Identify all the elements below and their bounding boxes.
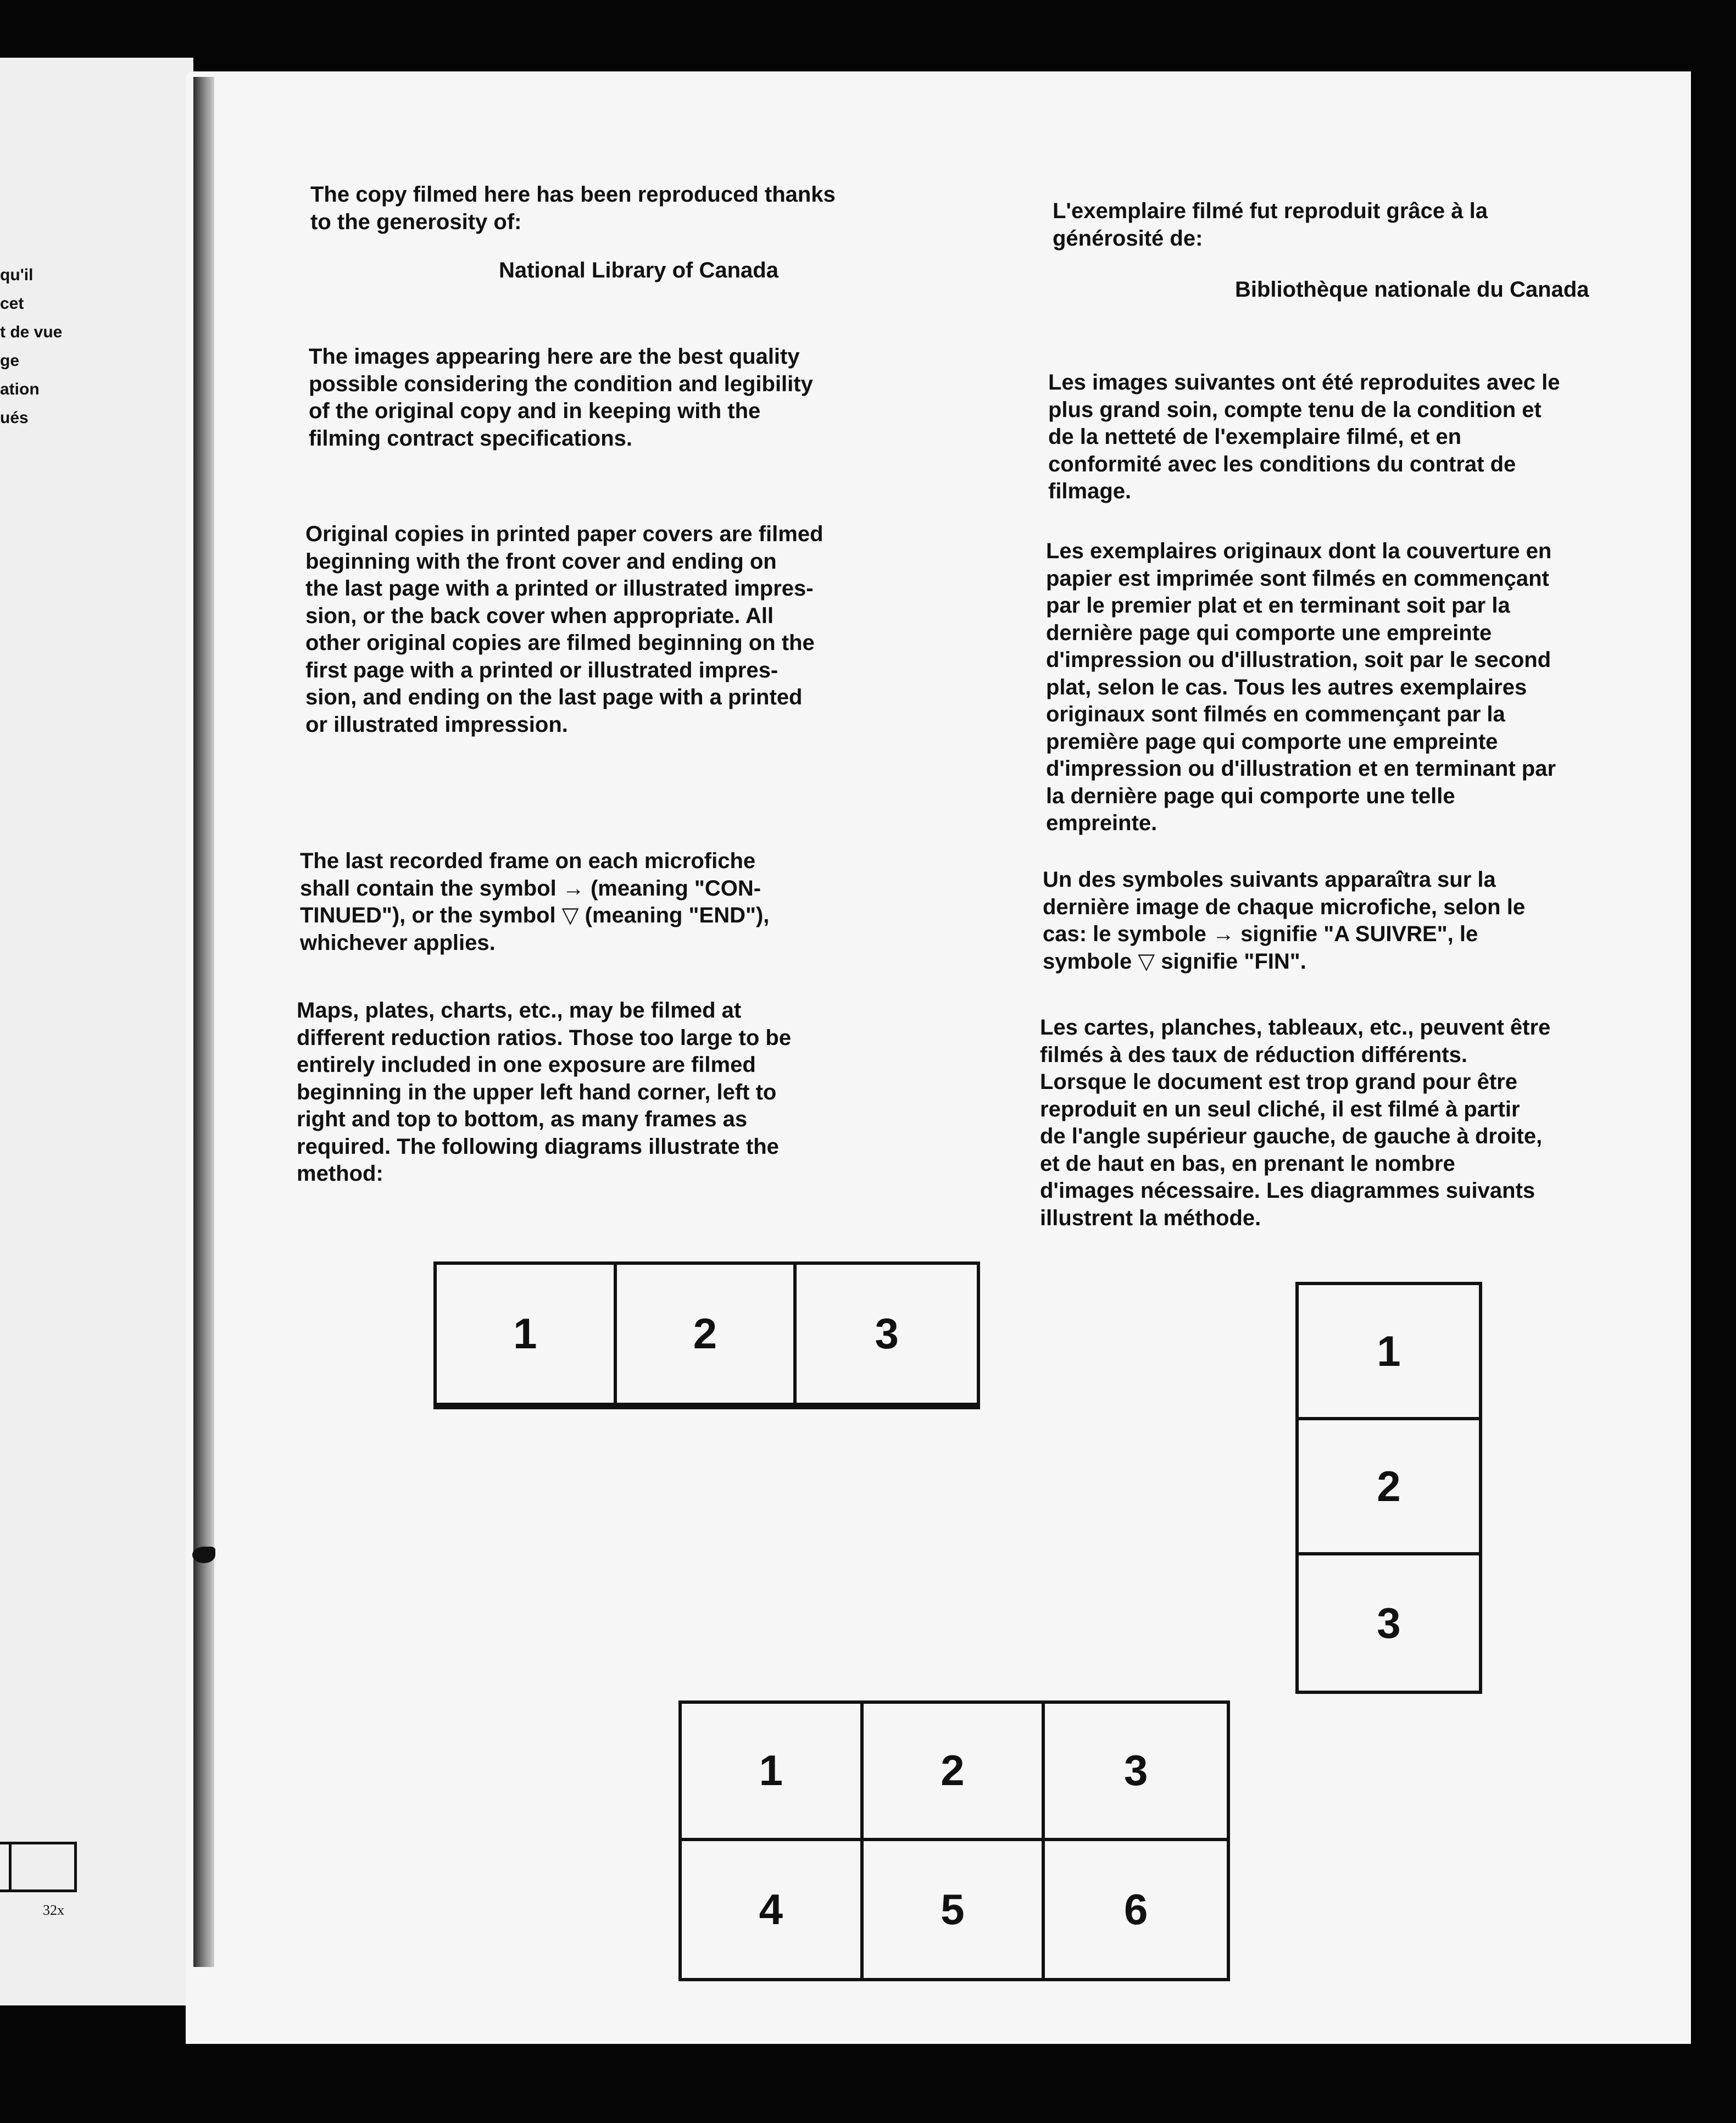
frame-cell: 2 bbox=[1299, 1420, 1479, 1555]
english-covers-paragraph bbox=[305, 521, 948, 738]
text-line: dernière image de chaque microfiche, selon le bbox=[1043, 894, 1526, 919]
text-line: plat, selon le cas. Tous les autres exemplaires bbox=[1046, 675, 1527, 699]
text-line: conformité avec les conditions du contrat de bbox=[1048, 452, 1516, 476]
text-line: symbole ▽ signifie "FIN". bbox=[1043, 949, 1306, 974]
text-line: première page qui comporte une empreinte bbox=[1046, 729, 1498, 754]
frame-cell: 1 bbox=[1299, 1285, 1479, 1420]
text-line: et de haut en bas, en prenant le nombre bbox=[1040, 1151, 1455, 1176]
text-line: TINUED"), or the symbol ▽ (meaning "END"), bbox=[300, 903, 770, 927]
right-border bbox=[1691, 71, 1736, 2123]
text-line: Original copies in printed paper covers are filmed bbox=[305, 522, 824, 546]
text-line: sion, or the back cover when appropriate. All bbox=[305, 603, 774, 628]
frame-cell: 2 bbox=[864, 1704, 1045, 1841]
fragment-text: t de vue bbox=[0, 323, 63, 341]
horizontal-frame-diagram bbox=[433, 1261, 980, 1409]
frame-cell: 6 bbox=[1123, 1885, 1148, 1933]
french-covers-paragraph bbox=[1046, 538, 1691, 837]
text-line: d'impression ou d'illustration, soit par le second bbox=[1046, 648, 1551, 672]
frame-cell: 4 bbox=[682, 1841, 864, 1978]
vertical-frame-diagram bbox=[1295, 1282, 1482, 1694]
frame-cell: 1 bbox=[682, 1704, 864, 1841]
french-credit-intro bbox=[1053, 198, 1690, 252]
fold-mark bbox=[192, 1547, 215, 1563]
text-line: reproduit en un seul cliché, il est filmé à partir bbox=[1040, 1097, 1520, 1121]
text-line: method: bbox=[297, 1161, 383, 1186]
text-line: Maps, plates, charts, etc., may be filmed at bbox=[297, 998, 742, 1022]
french-symbols-paragraph bbox=[1043, 866, 1691, 975]
text-line: Les images suivantes ont été reproduites avec le bbox=[1048, 370, 1560, 394]
text-line: originaux sont filmés en commençant par la bbox=[1046, 702, 1505, 726]
text-line: required. The following diagrams illustrate the bbox=[297, 1134, 779, 1159]
fragment-text: ués bbox=[0, 409, 29, 427]
text-line: The images appearing here are the best quality bbox=[309, 344, 800, 369]
french-maps-paragraph bbox=[1040, 1014, 1691, 1232]
english-institution: National Library of Canada bbox=[499, 258, 778, 282]
text-line: The last recorded frame on each microfiche bbox=[300, 849, 756, 873]
text-line: Lorsque le document est trop grand pour être bbox=[1040, 1070, 1517, 1094]
reduction-ratio: 32x bbox=[43, 1902, 64, 1918]
text-line: the last page with a printed or illustrated impres- bbox=[305, 576, 814, 601]
text-line: filming contract specifications. bbox=[309, 426, 633, 451]
text-line: illustrent la méthode. bbox=[1040, 1205, 1261, 1230]
fragment-text: cet bbox=[0, 294, 24, 313]
text-line: or illustrated impression. bbox=[305, 712, 568, 737]
text-line: cas: le symbole → signifie "A SUIVRE", le bbox=[1043, 922, 1478, 946]
fragment-text: ge bbox=[0, 352, 20, 370]
frame-cell: 1 bbox=[437, 1265, 617, 1406]
text-line: papier est imprimée sont filmés en commençant bbox=[1046, 566, 1549, 591]
left-page bbox=[0, 58, 193, 2005]
text-line: d'impression ou d'illustration et en terminant par bbox=[1046, 757, 1556, 781]
text-line: The copy filmed here has been reproduced thanks bbox=[310, 182, 836, 207]
text-line: plus grand soin, compte tenu de la condition et bbox=[1048, 397, 1542, 422]
text-line: whichever applies. bbox=[300, 930, 496, 955]
text-line: générosité de: bbox=[1053, 226, 1203, 251]
grid-frame-diagram bbox=[678, 1700, 1230, 1981]
text-line: different reduction ratios. Those too large to be bbox=[297, 1025, 792, 1050]
frame-cell: 3 bbox=[1377, 1598, 1401, 1647]
text-line: beginning in the upper left hand corner, left to bbox=[297, 1080, 777, 1104]
english-maps-paragraph bbox=[297, 997, 945, 1188]
frame-cell: 2 bbox=[617, 1265, 797, 1406]
frame-cell: 3 bbox=[1045, 1704, 1227, 1841]
text-line: de la netteté de l'exemplaire filmé, et en bbox=[1048, 425, 1462, 449]
text-line: de l'angle supérieur gauche, de gauche à droite, bbox=[1040, 1124, 1543, 1148]
text-line: shall contain the symbol → (meaning "CON- bbox=[300, 876, 761, 901]
text-line: beginning with the front cover and ending on bbox=[305, 549, 777, 574]
text-line: sion, and ending on the last page with a printed bbox=[305, 685, 803, 709]
frame-cell: 5 bbox=[864, 1841, 1045, 1978]
text-line: filmage. bbox=[1048, 479, 1132, 503]
text-line: d'images nécessaire. Les diagrammes suivants bbox=[1040, 1179, 1535, 1203]
text-line: dernière page qui comporte une empreinte bbox=[1046, 620, 1492, 645]
text-line: Les cartes, planches, tableaux, etc., peuvent être bbox=[1040, 1015, 1551, 1040]
text-line: Un des symboles suivants apparaîtra sur la bbox=[1043, 868, 1496, 892]
text-line: L'exemplaire filmé fut reproduit grâce à la bbox=[1053, 199, 1488, 223]
text-line: empreinte. bbox=[1046, 811, 1158, 835]
fragment-text: ation bbox=[0, 380, 40, 398]
text-line: filmés à des taux de réduction différents. bbox=[1040, 1042, 1467, 1067]
french-quality-paragraph bbox=[1048, 369, 1691, 505]
text-line: first page with a printed or illustrated impres- bbox=[305, 658, 778, 682]
left-diagram-fragment bbox=[0, 1842, 77, 1892]
page-fold bbox=[193, 77, 214, 1967]
english-symbols-paragraph bbox=[300, 848, 943, 957]
text-line: Les exemplaires originaux dont la couverture en bbox=[1046, 539, 1552, 563]
fragment-text: qu'il bbox=[0, 266, 34, 284]
text-line: of the original copy and in keeping with the bbox=[309, 399, 761, 423]
text-line: la dernière page qui comporte une telle bbox=[1046, 783, 1455, 808]
text-line: to the generosity of: bbox=[310, 209, 522, 234]
text-line: par le premier plat et en terminant soit par la bbox=[1046, 593, 1510, 618]
english-quality-paragraph bbox=[309, 343, 946, 452]
text-line: other original copies are filmed beginning on the bbox=[305, 631, 815, 655]
french-institution: Bibliothèque nationale du Canada bbox=[1235, 277, 1589, 302]
english-credit-intro bbox=[310, 181, 948, 236]
text-line: entirely included in one exposure are filmed bbox=[297, 1053, 756, 1077]
frame-cell: 3 bbox=[797, 1265, 977, 1406]
text-line: right and top to bottom, as many frames as bbox=[297, 1107, 748, 1131]
text-line: possible considering the condition and legibility bbox=[309, 371, 813, 396]
